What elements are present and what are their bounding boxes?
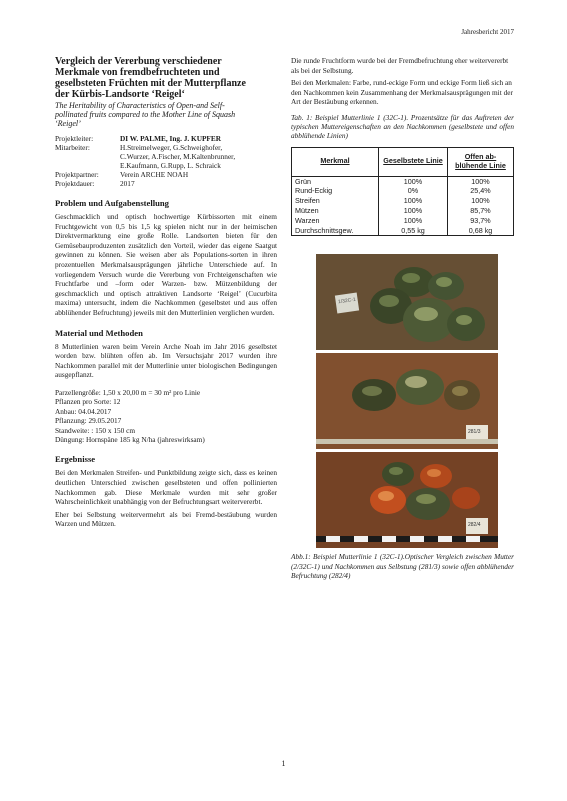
- method-detail: Pflanzung: 29.05.2017: [55, 416, 122, 426]
- results-continued: Die runde Fruchtform wurde bei der Fremdbefruchtung eher weitervererbt als bei der Selbstung.: [291, 56, 509, 75]
- table-header-row: [292, 147, 514, 176]
- table-cell: 100%: [379, 196, 448, 206]
- title-line: der Kürbis-Landsorte ‘Reigel‘: [55, 89, 185, 100]
- table-cell: 100%: [448, 176, 514, 186]
- results-text: Bei den Merkmalen Streifen- und Punktbildung zeigte sich, dass es keinen deutlichen Unterschied zwischen geselbsteten und offen pollinierten Nachkommen gab. Diese Merkmale wurden mit sehr großer Wahrscheinlichkeit unabhängig von der Befruchtungsart weitervererbt.: [55, 468, 277, 507]
- meta-row: [55, 170, 277, 179]
- table-row: [292, 226, 514, 236]
- right-column: [291, 56, 514, 586]
- meta-row: [55, 143, 277, 152]
- methods-text: 8 Mutterlinien waren beim Verein Arche Noah im Jahr 2016 geselbstet worden bzw. blühten offen ab. Im Versuchsjahr 2017 wurden ihre Nachkommen parallel mit der Mutterlinie unter biologischen Bedingungen ausgepflanzt.: [55, 341, 277, 380]
- problem-text: Geschmacklich und optisch hochwertige Kürbissorten mit einem Fruchtgewicht von 0,5 bis 1,5 kg spielen nicht nur in der heimischen Direktvermarktung eine große Rolle. Landsorten bieten für den Gemüsebauproduzenten zusätzlich den Vorteil, wieder das eigene Saatgut gewinnen zu können. Sie weisen aber als Populations-sorten in ihren prozentuellen Merkmalsausprägungen jährliche Unterschiede auf. In vorliegendem Versuch wurde die Vererbung von Frchteigenschaften wie Fruchtfarbe und –form oder Warzen- bzw. Mützenbildung der geschmacklich und optisch attraktiven Landsorte ‘Reigel’ (Cucurbita maxima) untersucht, indem die Nachkommen (geselbstet und aus offen abblühender Befruchtung) jeweils mit den Mutterlinien verglichen wurden.: [55, 212, 277, 317]
- left-column: [55, 56, 277, 532]
- table-row: [292, 186, 514, 196]
- title-line: Merkmale von fremdbefruchteten und: [55, 67, 220, 78]
- subtitle-line: The Heritability of Characteristics of Open-and Self-: [55, 101, 225, 110]
- table-header: Offen ab-blühende Linie: [448, 147, 514, 176]
- photo-label: 282/4: [468, 522, 481, 529]
- table-cell: 0,55 kg: [379, 226, 448, 236]
- table-cell: 85,7%: [448, 206, 514, 216]
- table-cell: 25,4%: [448, 186, 514, 196]
- meta-value: C.Wurzer, A.Fischer, M.Kaltenbrunner,: [120, 152, 236, 161]
- table-cell: Warzen: [292, 216, 379, 226]
- table-cell: 100%: [379, 206, 448, 216]
- table-cell: 100%: [379, 216, 448, 226]
- table-cell: 100%: [448, 196, 514, 206]
- meta-key: Mitarbeiter:: [55, 143, 90, 152]
- method-detail: Parzellengröße: 1,50 x 20,00 m = 30 m² pro Linie: [55, 387, 201, 397]
- table-cell: 100%: [379, 176, 448, 186]
- table-header: Geselbstete Linie: [379, 147, 448, 176]
- subtitle-line: pollinated fruits compared to the Mother Line of Squash: [55, 110, 236, 119]
- article-title: [55, 56, 277, 100]
- title-line: Vergleich der Vererbung verschiedener: [55, 56, 222, 67]
- figure-caption: Abb.1: Beispiel Mutterlinie 1 (32C-1).Optischer Vergleich zwischen Mutter (2/32C-1) und Nachkommen aus Selbstung (281/3) sowie offen abblühender Befruchtung (282/4): [291, 552, 514, 580]
- table-cell: Durchschnittsgew.: [292, 226, 379, 236]
- results-continued: Bei den Merkmalen: Farbe, rund-eckige Form und eckige Form ließ sich an den Nachkommen kein Zusammenhang der Merkmalsausprägungen mit der Art der Bestäubung erkennen.: [291, 78, 513, 107]
- pumpkin-photos: [316, 254, 498, 548]
- method-detail: Anbau: 04.04.2017: [55, 406, 112, 416]
- page-number: 1: [281, 759, 286, 768]
- method-detail: Düngung: Hornspäne 185 kg N/ha (jahreswirksam): [55, 434, 205, 444]
- meta-row: [55, 152, 277, 161]
- meta-value: H.Streimelweger, G.Schweighofer,: [120, 143, 223, 152]
- table-caption: Tab. 1: Beispiel Mutterlinie 1 (32C-1). Prozentsätze für das Auftreten der typischen Muttereigenschaften an den Nachkommen (geselbstete und offen abblühende Linien): [291, 112, 514, 141]
- meta-row: [55, 134, 277, 143]
- subtitle-line: ‘Reigel’: [55, 119, 81, 128]
- meta-key: Projektpartner:: [55, 170, 99, 179]
- title-line: geselbsteten Früchten mit der Mutterpflanze: [55, 78, 246, 89]
- meta-value: 2017: [120, 179, 135, 188]
- photo-mother-line: [316, 254, 498, 350]
- method-detail: Standweite: : 150 x 150 cm: [55, 425, 136, 435]
- method-detail: Pflanzen pro Sorte: 12: [55, 397, 121, 407]
- table-cell: 0,68 kg: [448, 226, 514, 236]
- section-heading-results: Ergebnisse: [55, 454, 96, 465]
- meta-value: E.Kaufmann, G.Rupp, L. Schraick: [120, 161, 221, 170]
- table-row: [292, 206, 514, 216]
- photo-label: 281/3: [468, 429, 481, 436]
- meta-row: [55, 179, 277, 188]
- table-cell: Mützen: [292, 206, 379, 216]
- photo-open-pollinated-offspring: [316, 452, 498, 548]
- section-heading-problem: Problem und Aufgabenstellung: [55, 198, 169, 208]
- table-row: [292, 196, 514, 206]
- meta-value: DI W. PALME, Ing. J. KUPFER: [120, 134, 222, 143]
- project-meta: [55, 134, 277, 188]
- table-cell: Streifen: [292, 196, 379, 206]
- meta-key: Projektdauer:: [55, 179, 95, 188]
- results-table: [291, 147, 514, 237]
- meta-key: Projektleiter:: [55, 134, 94, 143]
- pumpkin-photo-3: [316, 452, 498, 548]
- photo-selfed-offspring: [316, 353, 498, 449]
- meta-row: [55, 161, 277, 170]
- spacer: [291, 236, 514, 254]
- table-cell: 0%: [379, 186, 448, 196]
- table-cell: Grün: [292, 176, 379, 186]
- results-text: Eher bei Selbstung weitervermehrt als bei Fremd-bestäubung wurden Warzen und Mützen.: [55, 509, 277, 529]
- table-cell: 93,7%: [448, 216, 514, 226]
- table-header: Merkmal: [292, 147, 379, 176]
- table-cell: Rund-Eckig: [292, 186, 379, 196]
- table-row: [292, 216, 514, 226]
- article-subtitle: [55, 101, 277, 128]
- table-row: [292, 176, 514, 186]
- meta-key: [55, 161, 120, 170]
- meta-value: Verein ARCHE NOAH: [120, 170, 189, 179]
- photo-label: 1/32C-1: [337, 297, 357, 306]
- report-header: Jahresbericht 2017: [461, 28, 514, 36]
- meta-key: [55, 152, 120, 161]
- section-heading-methods: Material und Methoden: [55, 327, 143, 338]
